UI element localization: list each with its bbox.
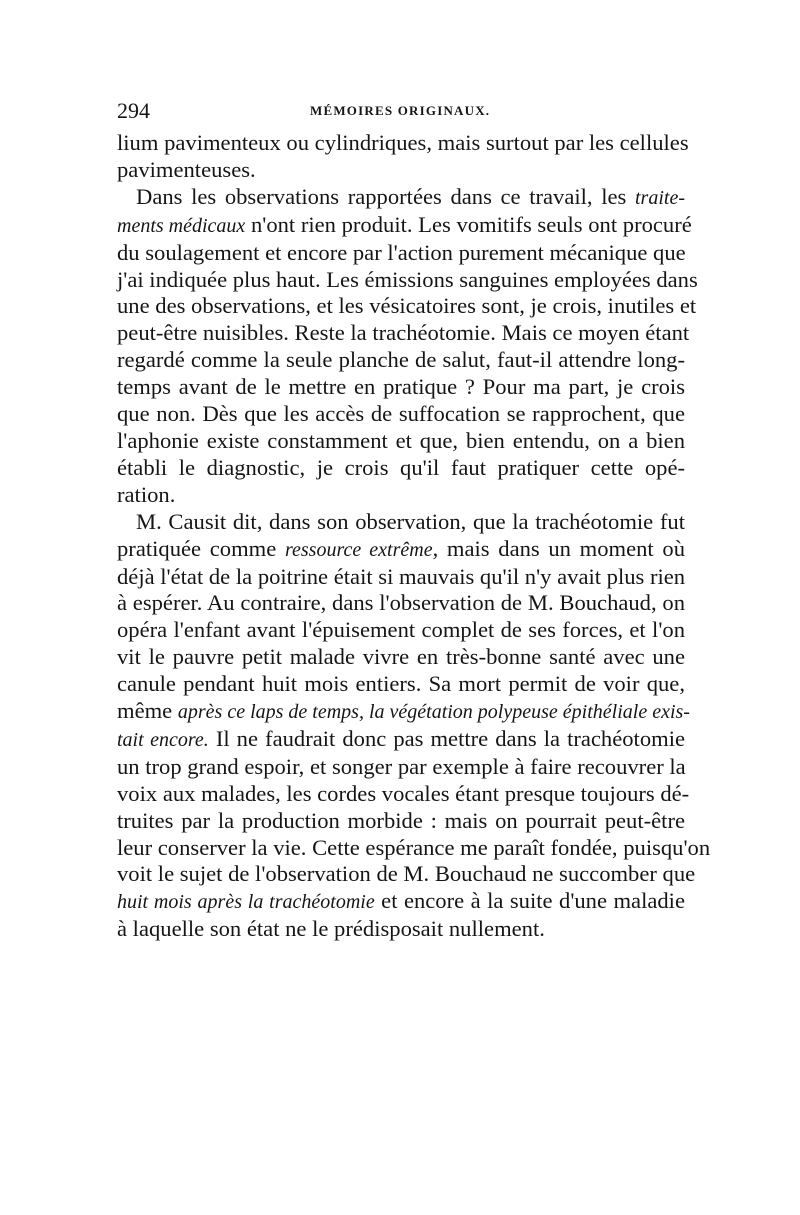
italic-text: après ce laps de temps, la végétation polypeuse épithéliale exis-	[177, 701, 690, 724]
text-line: pratiquée comme ressource extrême, mais dans un moment où	[117, 535, 685, 561]
text-line: leur conserver la vie. Cette espérance me paraît fondée, puisqu'on	[117, 834, 711, 860]
italic-text: tait encore.	[117, 728, 209, 751]
text-line: à espérer. Au contraire, dans l'observation de M. Bouchaud, on	[117, 590, 685, 616]
text-line: truites par la production morbide : mais on pourrait peut-être	[117, 807, 685, 833]
text-line: j'ai indiquée plus haut. Les émissions sanguines employées dans	[117, 266, 698, 292]
text-line: vit le pauvre petit malade vivre en très-bonne santé avec une	[117, 644, 685, 670]
text-line: même après ce laps de temps, la végétation polypeuse épithéliale exis-	[117, 698, 690, 724]
text-line: du soulagement et encore par l'action purement mécanique que	[117, 239, 686, 265]
text-line: voit le sujet de l'observation de M. Bouchaud ne succomber que	[117, 861, 696, 887]
text-line: ration.	[117, 481, 176, 507]
text-line: canule pendant huit mois entiers. Sa mort permit de voir que,	[117, 671, 685, 697]
body-text	[117, 130, 711, 943]
text-line: pavimenteuses.	[117, 156, 256, 182]
text-line: regardé comme la seule planche de salut, faut-il attendre long-	[117, 347, 685, 373]
text-line: temps avant de le mettre en pratique ? Pour ma part, je crois	[117, 374, 685, 400]
text-line: Dans les observations rapportées dans ce travail, les traite-	[136, 183, 685, 209]
text-line: ments médicaux n'ont rien produit. Les vomitifs seuls ont procuré	[117, 211, 692, 237]
text-line: un trop grand espoir, et songer par exemple à faire recouvrer la	[117, 753, 686, 779]
text-line: opéra l'enfant avant l'épuisement complet de ses forces, et l'on	[117, 617, 685, 643]
text-line: une des observations, et les vésicatoires sont, je crois, inutiles et	[117, 293, 697, 319]
text-line: déjà l'état de la poitrine était si mauvais qu'il n'y avait plus rien	[117, 563, 686, 589]
text-line: établi le diagnostic, je crois qu'il faut pratiquer cette opé-	[117, 454, 685, 480]
text-line: à laquelle son état ne le prédisposait nullement.	[117, 916, 545, 942]
running-title: MÉMOIRES ORIGINAUX.	[310, 103, 491, 118]
text-line: M. Causit dit, dans son observation, que la trachéotomie fut	[136, 508, 685, 534]
text-line: l'aphonie existe constamment et que, bien entendu, on a bien	[117, 427, 685, 453]
italic-text: traite-	[635, 186, 685, 209]
page-number: 294	[117, 98, 150, 123]
italic-text: ments médicaux	[117, 214, 246, 237]
page-header	[117, 96, 685, 126]
text-line: huit mois après la trachéotomie et encore à la suite d'une maladie	[117, 888, 685, 914]
italic-text: huit mois après la trachéotomie	[117, 891, 375, 914]
text-line: peut-être nuisibles. Reste la trachéotomie. Mais ce moyen étant	[117, 320, 690, 346]
text-line: voix aux malades, les cordes vocales étant presque toujours dé-	[117, 780, 690, 806]
italic-text: ressource extrême	[284, 538, 433, 561]
text-line: que non. Dès que les accès de suffocation se rapprochent, que	[117, 401, 685, 427]
text-line: lium pavimenteux ou cylindriques, mais surtout par les cellules	[117, 130, 689, 155]
text-line: tait encore. Il ne faudrait donc pas mettre dans la trachéotomie	[117, 725, 686, 751]
